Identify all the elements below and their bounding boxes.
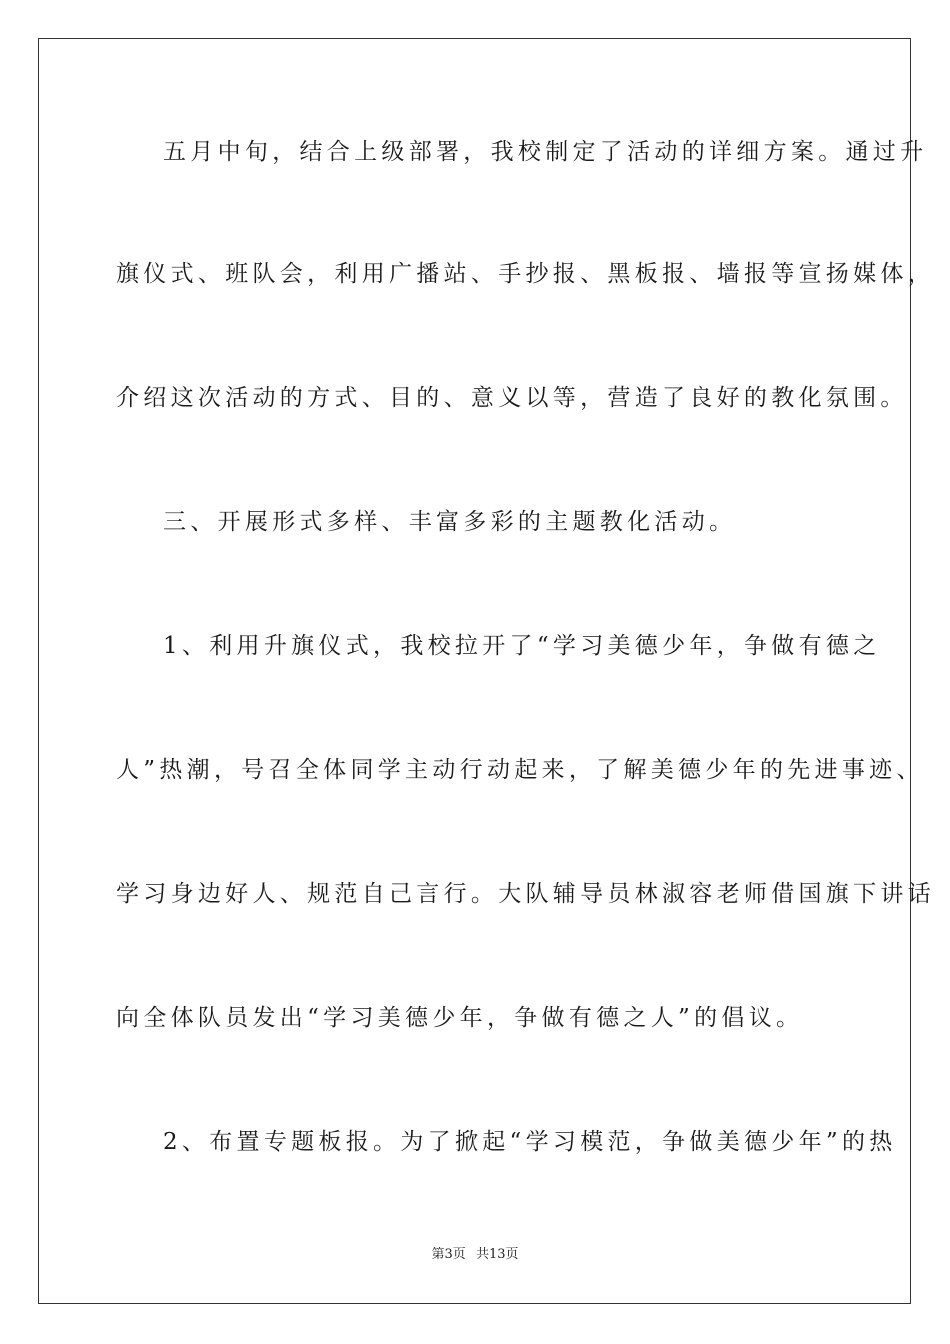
paragraph-line: 人”热潮，号召全体同学主动行动起来，了解美德少年的先进事迹、 (116, 757, 924, 783)
paragraph-line: 学习身边好人、规范自己言行。大队辅导员林淑容老师借国旗下讲话 (116, 881, 935, 907)
paragraph-line: 向全体队员发出“学习美德少年，争做有德之人”的倡议。 (116, 1005, 804, 1031)
paragraph-line: 旗仪式、班队会，利用广播站、手抄报、黑板报、墙报等宣扬媒体， (116, 261, 935, 287)
paragraph-line: 五月中旬，结合上级部署，我校制定了活动的详细方案。通过升 (163, 139, 928, 165)
paragraph-line: 2、布置专题板报。为了掀起“学习模范，争做美德少年”的热 (163, 1129, 897, 1155)
page-number: 第3页 (431, 1247, 466, 1262)
paragraph-line: 1、利用升旗仪式，我校拉开了“学习美德少年，争做有德之 (163, 633, 881, 659)
page-border (38, 38, 935, 1304)
page-footer (0, 1246, 950, 1264)
total-pages: 共13页 (475, 1247, 519, 1262)
paragraph-line: 介绍这次活动的方式、目的、意义以等，营造了良好的教化氛围。 (116, 385, 908, 411)
section-heading: 三、开展形式多样、丰富多彩的主题教化活动。 (163, 509, 737, 535)
